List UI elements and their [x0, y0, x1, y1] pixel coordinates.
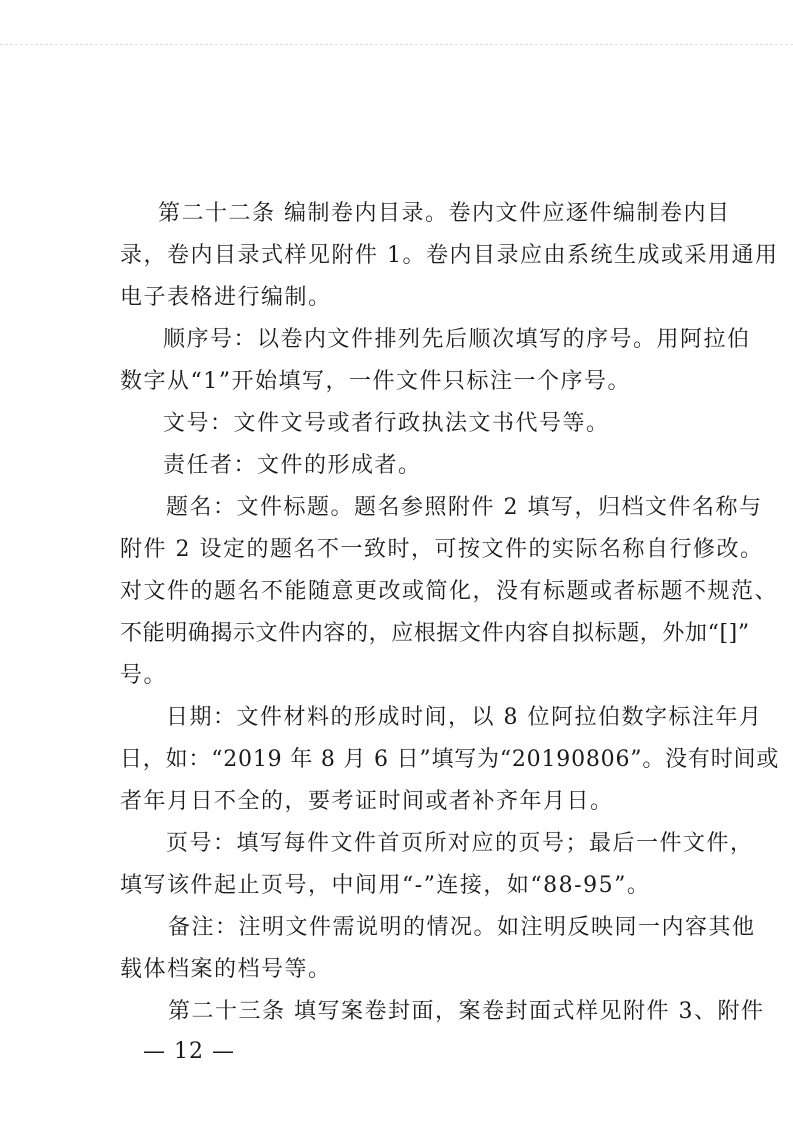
paragraph-line: 电子表格进行编制。 — [120, 285, 332, 310]
paragraph-line: 载体档案的档号等。 — [120, 957, 332, 982]
paragraph-line: 者年月日不全的，要考证时间或者补齐年月日。 — [120, 789, 614, 814]
paragraph-line: 数字从“1”开始填写，一件文件只标注一个序号。 — [120, 369, 631, 394]
paragraph-line: 不能明确揭示文件内容的，应根据文件内容自拟标题，外加“[]” — [120, 621, 750, 646]
paragraph-line: 附件 2 设定的题名不一致时，可按文件的实际名称自行修改。 — [120, 537, 764, 562]
paragraph-line: 第二十三条 填写案卷封面，案卷封面式样见附件 3、附件 — [168, 999, 765, 1024]
paragraph-line: 文号：文件文号或者行政执法文书代号等。 — [163, 411, 610, 436]
paragraph-line: 日期：文件材料的形成时间，以 8 位阿拉伯数字标注年月 — [166, 705, 763, 730]
paragraph-line: 备注：注明文件需说明的情况。如注明反映同一内容其他 — [168, 915, 756, 940]
paragraph-line: 顺序号：以卷内文件排列先后顺次填写的序号。用阿拉伯 — [163, 327, 751, 352]
page-number: — 12 — — [143, 1039, 235, 1064]
paragraph-line: 责任者：文件的形成者。 — [163, 453, 422, 478]
paragraph-line: 第二十二条 编制卷内目录。卷内文件应逐件编制卷内目 — [158, 201, 731, 226]
paragraph-line: 填写该件起止页号，中间用“-”连接，如“88-95”。 — [120, 873, 651, 898]
paragraph-line: 题名：文件标题。题名参照附件 2 填写，归档文件名称与 — [166, 495, 763, 520]
paragraph-line: 页号：填写每件文件首页所对应的页号；最后一件文件， — [166, 831, 754, 856]
paragraph-line: 对文件的题名不能随意更改或简化，没有标题或者标题不规范、 — [120, 579, 779, 604]
paragraph-line: 录，卷内目录式样见附件 1。卷内目录应由系统生成或采用通用 — [120, 243, 779, 268]
paragraph-line: 日，如：“2019 年 8 月 6 日”填写为“20190806”。没有时间或 — [120, 747, 780, 772]
paragraph-line: 号。 — [120, 663, 168, 688]
